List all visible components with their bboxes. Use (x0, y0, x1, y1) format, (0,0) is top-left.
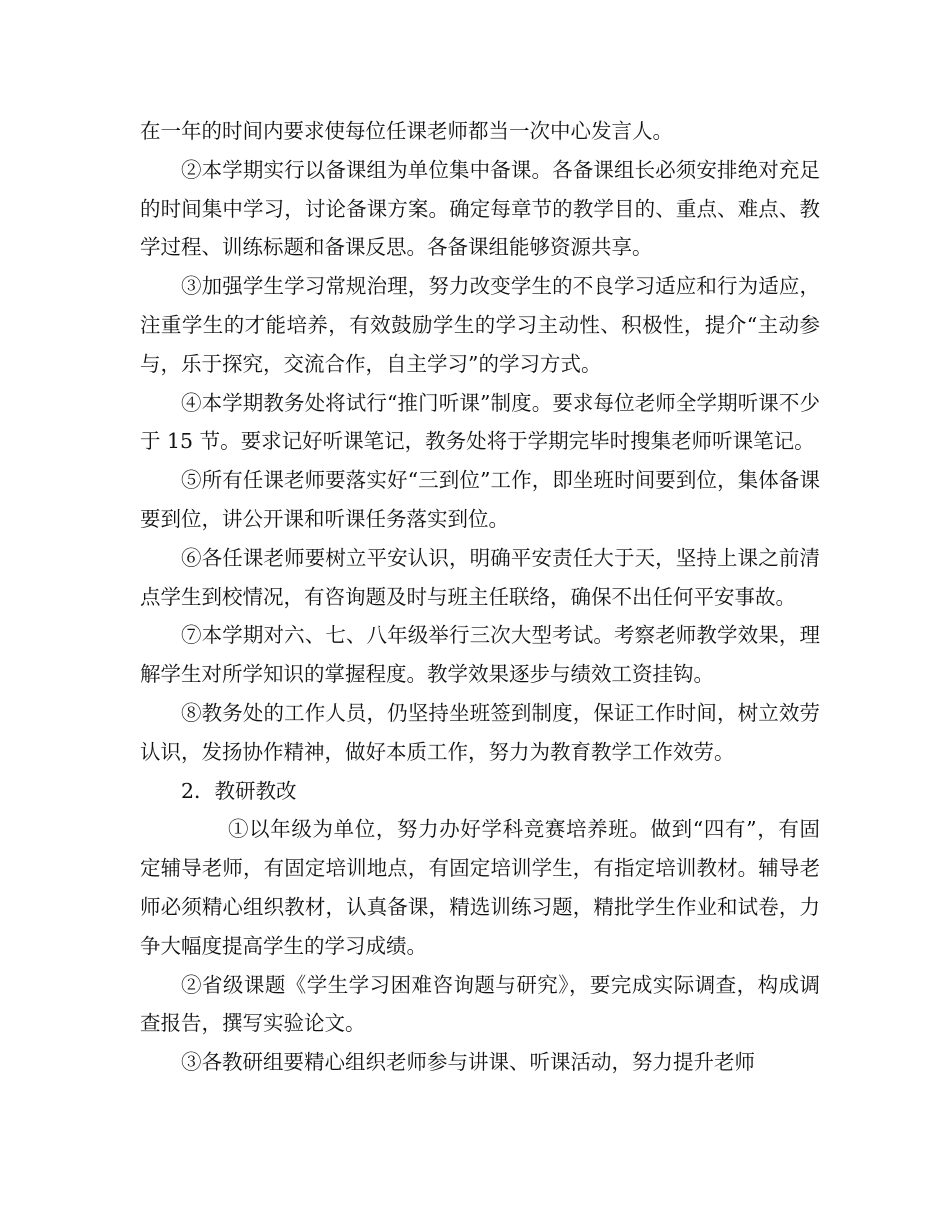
paragraph-item-7: ⑦本学期对六、七、八年级举行三次大型考试。考察老师教学效果，理解学生对所学知识的掌握程度。教学效果逐步与绩效工资挂钩。 (140, 623, 820, 687)
paragraph-item-2: ②本学期实行以备课组为单位集中备课。各备课组长必须安排绝对充足的时间集中学习，讨论备课方案。确定每章节的教学目的、重点、难点、教学过程、训练标题和备课反思。各备课组能够资源共享。 (140, 157, 820, 260)
paragraph-research-item-2: ②省级课题《学生学习困难咨询题与研究》，要完成实际调查，构成调查报告，撰写实验论文。 (140, 972, 820, 1036)
paragraph-item-5: ⑤所有任课老师要落实好“三到位”工作，即坐班时间要到位，集体备课要到位，讲公开课和听课任务落实到位。 (140, 468, 820, 531)
paragraph-item-3: ③加强学生学习常规治理，努力改变学生的不良学习适应和行为适应，注重学生的才能培养，有效鼓励学生的学习主动性、积极性，提介“主动参与，乐于探究，交流合作，自主学习”的学习方式。 (140, 274, 820, 376)
paragraph-research-item-3: ③各教研组要精心组织老师参与讲课、听课活动，努力提升老师 (181, 1050, 755, 1075)
paragraph-continuation: 在一年的时间内要求使每位任课老师都当一次中心发言人。 (140, 119, 673, 143)
document-body (140, 112, 820, 1082)
paragraph-research-item-1: ①以年级为单位，努力办好学科竞赛培养班。做到“四有”，有固定辅导老师，有固定培训地点，有固定培训学生，有指定培训教材。辅导老师必须精心组织教材，认真备课，精选训练习题，精批学生作业和试卷，力争大幅度提高学生的学习成绩。 (140, 817, 820, 958)
paragraph-item-6: ⑥各任课老师要树立平安认识，明确平安责任大于天，坚持上课之前清点学生到校情况，有咨询题及时与班主任联络，确保不出任何平安事故。 (140, 545, 820, 609)
paragraph-item-4: ④本学期教务处将试行“推门听课”制度。要求每位老师全学期听课不少于 15 节。要求记好听课笔记，教务处将于学期完毕时搜集老师听课笔记。 (140, 390, 820, 454)
section-heading-teaching-research: 2．教研教改 (181, 778, 297, 803)
paragraph-item-8: ⑧教务处的工作人员，仍坚持坐班签到制度，保证工作时间，树立效劳认识，发扬协作精神，做好本质工作，努力为教育教学工作效劳。 (140, 700, 820, 764)
